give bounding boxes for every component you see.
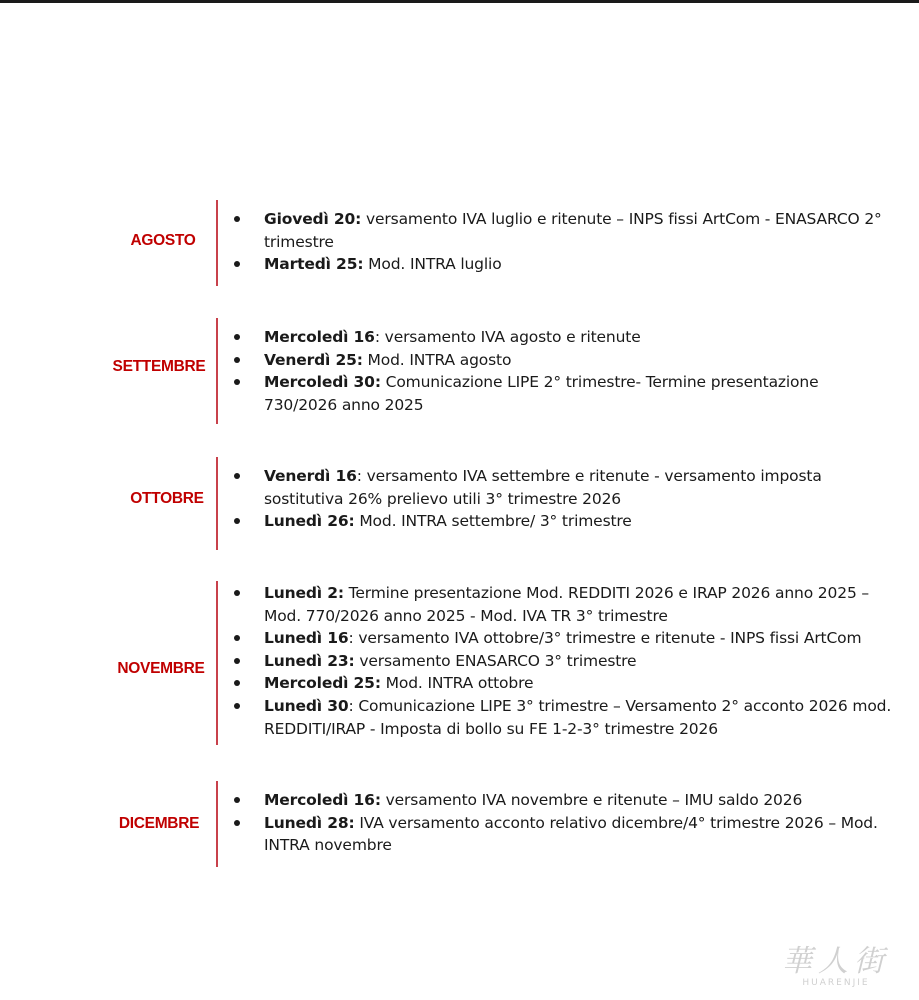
deadline-day: Giovedì 20: (264, 210, 362, 228)
deadline-text: IVA versamento acconto relativo dicembre/4° trimestre 2026 – Mod. INTRA novembre (264, 813, 878, 855)
deadline-list (232, 326, 892, 416)
deadline-day: Mercoledì 16: (264, 791, 381, 809)
month-label: DICEMBRE (118, 815, 200, 832)
bullet-icon (234, 261, 240, 267)
deadline-item (232, 326, 892, 349)
deadline-text: versamento IVA luglio e ritenute – INPS fissi ArtCom - ENASARCO 2° trimestre (264, 210, 882, 251)
deadline-text: : versamento IVA agosto e ritenute (374, 328, 641, 346)
bullet-icon (234, 473, 240, 479)
deadline-text: : Comunicazione LIPE 3° trimestre – Versamento 2° acconto 2026 mod. REDDITI/IRAP - Imposta di bollo su FE 1-2-3° trimestre 2026 (264, 696, 892, 738)
deadline-text: : versamento IVA settembre e ritenute - versamento imposta sostitutiva 26% prelievo utili 3° trimestre 2026 (264, 467, 822, 508)
deadline-item (232, 789, 892, 812)
deadline-item (232, 672, 892, 695)
deadline-day: Venerdì 16 (264, 467, 357, 485)
deadline-item (232, 510, 892, 533)
deadline-day: Martedì 25: (264, 255, 364, 274)
watermark-text: HUARENJIE (802, 978, 870, 988)
bullet-icon (234, 216, 240, 222)
watermark-glyphs: 華人街 (782, 944, 890, 979)
month-label: AGOSTO (130, 232, 196, 249)
deadline-list (232, 582, 892, 740)
deadline-item (232, 812, 892, 857)
deadline-day: Mercoledì 30: (264, 373, 381, 392)
deadline-item (232, 695, 892, 740)
deadline-day: Venerdì 25: (264, 350, 363, 369)
bullet-icon (234, 797, 240, 803)
deadline-item (232, 349, 892, 372)
month-label: OTTOBRE (130, 490, 204, 507)
deadline-item (232, 465, 892, 510)
deadline-list (232, 208, 892, 276)
deadline-list (232, 465, 892, 533)
bullet-icon (234, 357, 240, 363)
deadline-day: Lunedì 28: (264, 813, 355, 832)
month-divider (216, 457, 218, 550)
bullet-icon (234, 658, 240, 664)
deadline-day: Lunedì 26: (264, 512, 355, 531)
deadline-item (232, 582, 892, 627)
month-divider (216, 200, 218, 286)
deadline-item (232, 371, 892, 416)
deadline-day: Mercoledì 16 (264, 328, 375, 346)
bullet-icon (234, 379, 240, 385)
bullet-icon (234, 680, 240, 686)
deadline-text: Mod. INTRA settembre/ 3° trimestre (354, 512, 632, 531)
deadline-text: Termine presentazione Mod. REDDITI 2026 e IRAP 2026 anno 2025 – Mod. 770/2026 anno 2025 - Mod. IVA TR 3° trimestre (264, 584, 870, 625)
deadline-item (232, 627, 892, 650)
month-divider (216, 581, 218, 745)
month-divider (216, 318, 218, 424)
deadline-day: Lunedì 23: (264, 651, 355, 670)
bullet-icon (234, 518, 240, 524)
watermark-logo (761, 936, 911, 988)
deadline-text: Comunicazione LIPE 2° trimestre- Termine presentazione 730/2026 anno 2025 (264, 373, 819, 414)
month-divider (216, 781, 218, 867)
top-rule (0, 0, 919, 3)
bullet-icon (234, 703, 240, 709)
deadline-text: Mod. INTRA agosto (362, 350, 512, 369)
deadline-item (232, 650, 892, 673)
deadline-text: : versamento IVA ottobre/3° trimestre e ritenute - INPS fissi ArtCom (348, 629, 862, 648)
deadline-item (232, 253, 892, 276)
bullet-icon (234, 590, 240, 596)
deadline-day: Lunedì 16 (264, 629, 349, 648)
month-label: SETTEMBRE (112, 358, 206, 375)
bullet-icon (234, 334, 240, 340)
deadline-item (232, 208, 892, 253)
deadline-text: Mod. INTRA luglio (363, 255, 502, 274)
deadline-list (232, 789, 892, 857)
bullet-icon (234, 820, 240, 826)
bullet-icon (234, 635, 240, 641)
deadline-day: Lunedì 30 (264, 696, 349, 715)
deadline-day: Mercoledì 25: (264, 674, 381, 693)
deadline-day: Lunedì 2: (264, 584, 344, 602)
month-label: NOVEMBRE (117, 660, 205, 677)
deadline-text: versamento ENASARCO 3° trimestre (354, 651, 637, 670)
deadline-text: versamento IVA novembre e ritenute – IMU saldo 2026 (380, 791, 803, 809)
deadline-text: Mod. INTRA ottobre (380, 674, 534, 693)
